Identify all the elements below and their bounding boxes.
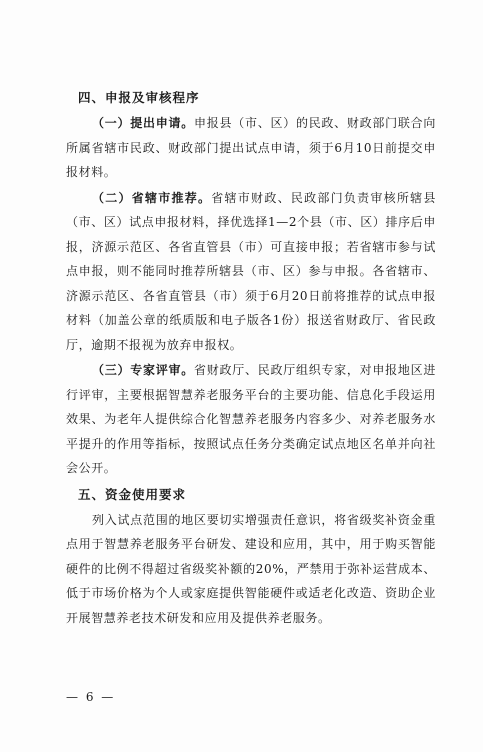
item-text: 省财政厅、民政厅组织专家，对申报地区进行评审，主要根据智慧养老服务平台的主要功能、信息化手段运用效果、为老年人提供综合化智慧养老服务内容多少、对养老服务水平提升的作用等指标，按照试点任务分类确定试点地区名单并向社会公开。: [66, 363, 436, 475]
item-title: 专家评审。: [130, 363, 194, 377]
item-number: （三）: [92, 363, 131, 377]
paragraph-item-3: [66, 358, 436, 481]
paragraph-item-2: [66, 186, 436, 358]
item-title: 省辖市推荐。: [131, 190, 212, 205]
item-text: 省辖市财政、民政部门负责审核所辖县（市、区）试点申报材料，择优选择1—2个县（市、区）排序后申报，济源示范区、各省直管县（市）可直接申报；若省辖市参与试点申报，则不能同时推荐所辖县（市、区）参与申报。各省辖市、济源示范区、各省直管县（市）须于6月20日前将推荐的试点申报材料（加盖公章的纸质版和电子版各1份）报送省财政厅、省民政厅，逾期不报视为放弃申报权。: [66, 190, 436, 352]
paragraph-item-1: [66, 111, 436, 185]
section-heading-5: 五、资金使用要求: [78, 486, 187, 502]
document-body: [66, 88, 436, 630]
item-title: 提出申请。: [130, 116, 194, 130]
item-text: 申报县（市、区）的民政、财政部门联合向所属省辖市民政、财政部门提出试点申请，须于6月10日前提交申报材料。: [66, 116, 436, 179]
item-number: （一）: [92, 116, 131, 130]
section-heading-4: 四、申报及审核程序: [78, 90, 200, 105]
page-number: — 6 —: [66, 690, 116, 704]
item-number: （二）: [92, 190, 132, 205]
paragraph-section-5: 列入试点范围的地区要切实增强责任意识，将省级奖补资金重点用于智慧养老服务平台研发、建设和应用，其中，用于购买智能硬件的比例不得超过省级奖补额的20%，严禁用于弥补运营成本、低于市场价格为个人或家庭提供智能硬件或适老化改造、资助企业开展智慧养老技术研发和应用及提供养老服务。: [66, 512, 436, 625]
